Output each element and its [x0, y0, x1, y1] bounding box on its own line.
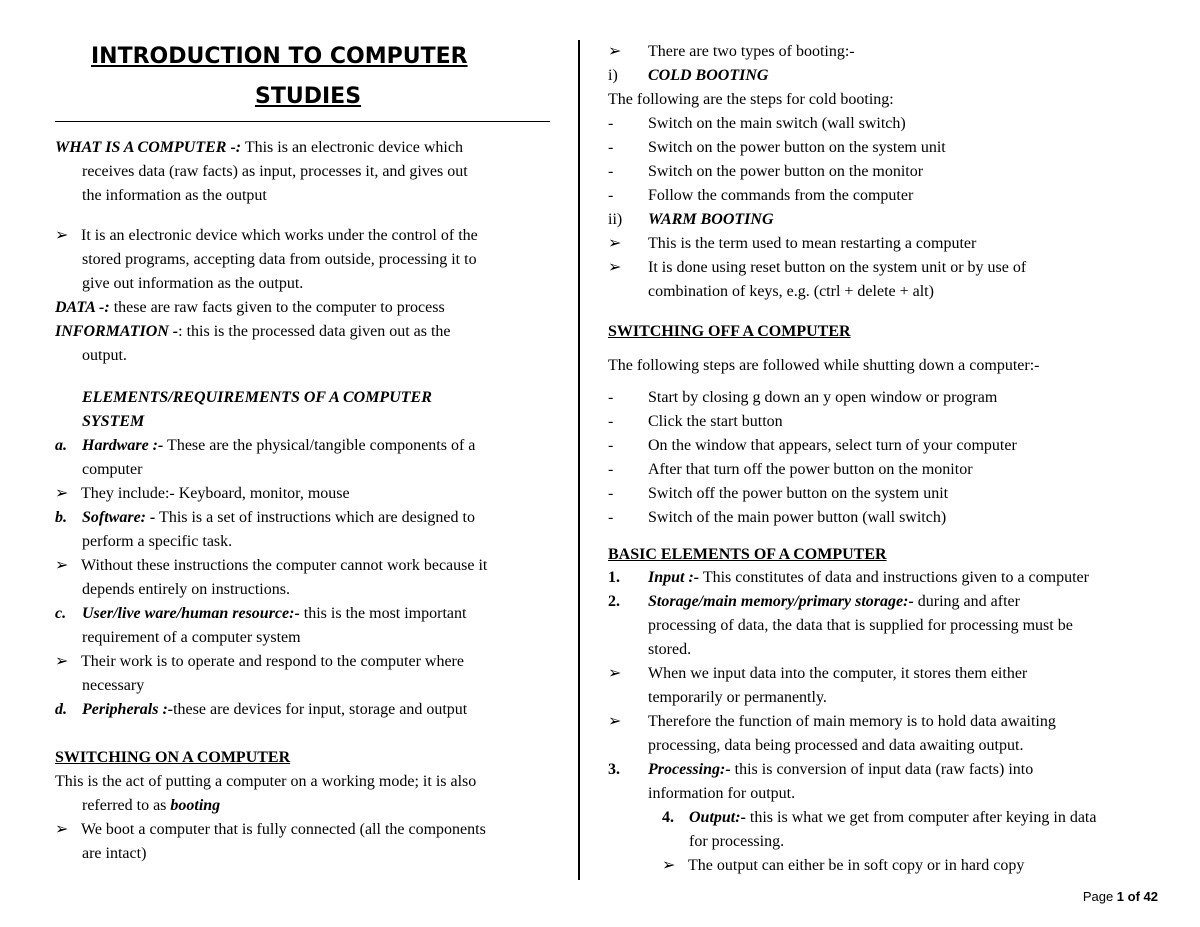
element-input [608, 568, 1089, 588]
cold-step [608, 186, 913, 206]
off-step [608, 508, 946, 528]
arrow-bullet-icon: ➢ [608, 235, 622, 252]
software-label: Software: - [82, 509, 156, 526]
off-step [608, 436, 1017, 456]
info-text: : this is the processed data given out as the [178, 323, 451, 340]
title-line-2: STUDIES [255, 84, 362, 109]
user-text: this is the most important [299, 605, 467, 622]
dash-bullet-icon: - [608, 437, 614, 454]
element-peripherals [55, 700, 467, 720]
bullet-text: We boot a computer that is fully connected (all the components [81, 821, 486, 838]
storage-cont-1: processing of data, the data that is supplied for processing must be [648, 617, 1073, 634]
bullet-text: This is the term used to mean restarting a computer [648, 235, 977, 252]
bullet-text: Their work is to operate and respond to the computer where [81, 653, 464, 670]
marker: c. [55, 605, 67, 622]
off-step [608, 460, 973, 480]
data-text: these are raw facts given to the computer to process [109, 299, 445, 316]
dash-bullet-icon: - [608, 509, 614, 526]
what-cont-2: the information as the output [82, 187, 267, 204]
cold-step [608, 162, 923, 182]
warm-bullet-1 [608, 234, 976, 254]
dash-bullet-icon: - [608, 485, 614, 502]
peripherals-text: these are devices for input, storage and output [173, 701, 468, 718]
booting-term: booting [170, 797, 221, 814]
marker: 1. [608, 569, 620, 586]
hardware-label: Hardware :- [82, 437, 164, 454]
data-definition [55, 298, 445, 318]
step-text: On the window that appears, select turn of your computer [648, 437, 1017, 454]
input-text: This constitutes of data and instructions given to a computer [699, 569, 1089, 586]
dash-bullet-icon: - [608, 163, 614, 180]
user-bullet-cont: necessary [82, 677, 145, 694]
arrow-bullet-icon: ➢ [662, 857, 676, 874]
storage-bullet-2 [608, 712, 1056, 732]
title-rule [55, 121, 550, 122]
off-step [608, 412, 783, 432]
bullet-cont-2: give out information as the output. [82, 275, 304, 292]
processing-text: this is conversion of input data (raw facts) into [730, 761, 1034, 778]
bullet-cont-1: stored programs, accepting data from outside, processing it to [82, 251, 477, 268]
bullet-text: They include:- Keyboard, monitor, mouse [81, 485, 350, 502]
bullet-text: When we input data into the computer, it stores them either [648, 665, 1028, 682]
marker: 2. [608, 593, 620, 610]
marker: d. [55, 701, 67, 718]
user-bullet [55, 652, 464, 672]
bullet-text: There are two types of booting:- [648, 43, 855, 60]
marker: ii) [608, 211, 623, 228]
cold-booting-heading [608, 66, 768, 86]
off-step [608, 388, 997, 408]
page-total: 42 [1143, 889, 1158, 904]
off-step [608, 484, 948, 504]
bullet-text: It is an electronic device which works under the control of the [81, 227, 478, 244]
software-cont: perform a specific task. [82, 533, 233, 550]
arrow-bullet-icon: ➢ [608, 259, 622, 276]
cold-step [608, 114, 906, 134]
hardware-cont: computer [82, 461, 143, 478]
basic-elements-heading: BASIC ELEMENTS OF A COMPUTER [608, 546, 887, 563]
step-text: Switch on the power button on the monitor [648, 163, 924, 180]
title-line-1: INTRODUCTION TO COMPUTER [91, 44, 468, 69]
step-text: Switch of the main power button (wall switch) [648, 509, 947, 526]
step-text: Switch on the power button on the system unit [648, 139, 946, 156]
output-text: this is what we get from computer after keying in data [745, 809, 1097, 826]
what-cont-1: receives data (raw facts) as input, processes it, and gives out [82, 163, 468, 180]
element-software [55, 508, 475, 528]
bullet-electronic-device [55, 226, 478, 246]
dash-bullet-icon: - [608, 389, 614, 406]
info-label: INFORMATION - [55, 323, 179, 340]
software-bullet-cont: depends entirely on instructions. [82, 581, 290, 598]
types-bullet [608, 42, 855, 62]
arrow-bullet-icon: ➢ [55, 653, 69, 670]
marker: b. [55, 509, 67, 526]
user-cont: requirement of a computer system [82, 629, 301, 646]
cold-intro: The following are the steps for cold booting: [608, 91, 894, 108]
hardware-text: These are the physical/tangible components of a [163, 437, 476, 454]
marker: i) [608, 67, 618, 84]
step-text: Start by closing g down an y open window or program [648, 389, 998, 406]
storage-label: Storage/main memory/primary storage:- [648, 593, 914, 610]
cold-heading-text: COLD BOOTING [648, 67, 769, 84]
storage-bullet-1 [608, 664, 1027, 684]
bullet-text: Without these instructions the computer cannot work because it [81, 557, 488, 574]
bullet-text: Therefore the function of main memory is to hold data awaiting [648, 713, 1056, 730]
dash-bullet-icon: - [608, 139, 614, 156]
dash-bullet-icon: - [608, 187, 614, 204]
user-label: User/live ware/human resource:- [82, 605, 300, 622]
data-label: DATA -: [55, 299, 110, 316]
elements-heading-2: SYSTEM [82, 413, 145, 430]
step-text: Switch on the main switch (wall switch) [648, 115, 906, 132]
referred-text: referred to as [82, 797, 171, 814]
marker: 4. [662, 809, 674, 826]
element-user [55, 604, 466, 624]
arrow-bullet-icon: ➢ [608, 43, 622, 60]
what-text: This is an electronic device which [241, 139, 463, 156]
switching-on-heading: SWITCHING ON A COMPUTER [55, 749, 291, 766]
switching-off-heading: SWITCHING OFF A COMPUTER [608, 323, 851, 340]
element-output [662, 808, 1096, 828]
information-cont: output. [82, 347, 127, 364]
marker: 3. [608, 761, 620, 778]
processing-cont: information for output. [648, 785, 796, 802]
hardware-bullet [55, 484, 350, 504]
dash-bullet-icon: - [608, 413, 614, 430]
warm-heading-text: WARM BOOTING [648, 211, 774, 228]
element-hardware [55, 436, 475, 456]
element-processing [608, 760, 1033, 780]
page-number [1083, 889, 1158, 904]
processing-label: Processing:- [648, 761, 731, 778]
output-cont: for processing. [689, 833, 785, 850]
boot-bullet-cont: are intact) [82, 845, 147, 862]
warm-bullet-2 [608, 258, 1026, 278]
switching-on-line-1: This is the act of putting a computer on a working mode; it is also [55, 773, 477, 790]
arrow-bullet-icon: ➢ [608, 713, 622, 730]
arrow-bullet-icon: ➢ [55, 557, 69, 574]
step-text: Click the start button [648, 413, 783, 430]
warm-bullet-2-cont: combination of keys, e.g. (ctrl + delete + alt) [648, 283, 934, 300]
switching-off-intro: The following steps are followed while shutting down a computer:- [608, 357, 1040, 374]
input-label: Input :- [648, 569, 700, 586]
storage-bullet-2-cont: processing, data being processed and data awaiting output. [648, 737, 1024, 754]
bullet-text: It is done using reset button on the system unit or by use of [648, 259, 1027, 276]
software-text: This is a set of instructions which are designed to [155, 509, 475, 526]
element-storage [608, 592, 1020, 612]
column-divider [578, 40, 580, 880]
dash-bullet-icon: - [608, 461, 614, 478]
storage-cont-2: stored. [648, 641, 692, 658]
arrow-bullet-icon: ➢ [55, 485, 69, 502]
information-definition [55, 322, 451, 342]
storage-bullet-1-cont: temporarily or permanently. [648, 689, 827, 706]
bullet-text: The output can either be in soft copy or in hard copy [688, 857, 1025, 874]
boot-bullet [55, 820, 486, 840]
peripherals-label: Peripherals :- [82, 701, 174, 718]
step-text: Follow the commands from the computer [648, 187, 914, 204]
marker: a. [55, 437, 67, 454]
output-label: Output:- [689, 809, 746, 826]
page-of: of [1124, 889, 1144, 904]
page-prefix: Page [1082, 889, 1117, 904]
page-current: 1 [1116, 889, 1125, 904]
software-bullet [55, 556, 487, 576]
dash-bullet-icon: - [608, 115, 614, 132]
arrow-bullet-icon: ➢ [608, 665, 622, 682]
step-text: Switch off the power button on the system unit [648, 485, 949, 502]
switching-on-line-2 [82, 796, 220, 816]
arrow-bullet-icon: ➢ [55, 227, 69, 244]
warm-booting-heading [608, 210, 774, 230]
what-label: WHAT IS A COMPUTER -: [55, 139, 242, 156]
cold-step [608, 138, 946, 158]
storage-text: during and after [913, 593, 1020, 610]
what-is-computer [55, 138, 463, 158]
step-text: After that turn off the power button on the monitor [648, 461, 973, 478]
output-bullet [662, 856, 1024, 876]
elements-heading-1: ELEMENTS/REQUIREMENTS OF A COMPUTER [82, 389, 432, 406]
arrow-bullet-icon: ➢ [55, 821, 69, 838]
